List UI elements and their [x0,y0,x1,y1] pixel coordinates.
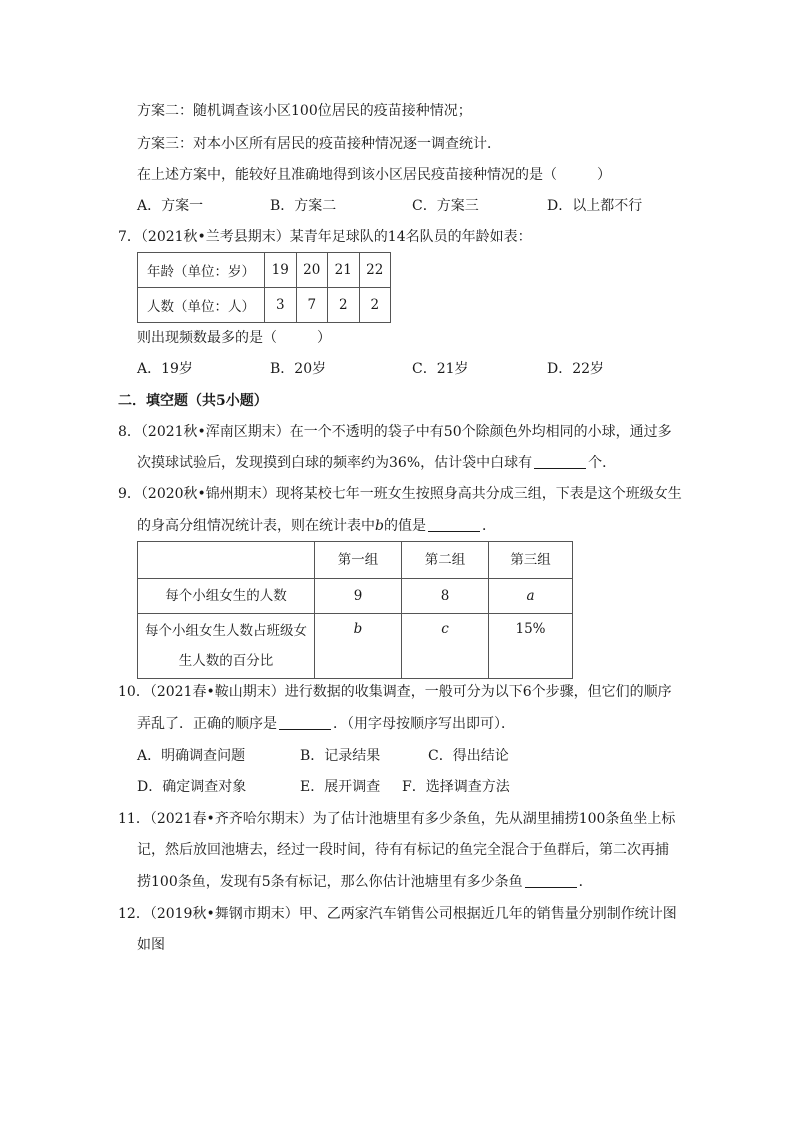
table-cell: 15% [489,614,573,679]
question-12-line-2: 如图 [137,937,165,953]
question-8-tail: 个． [588,455,617,471]
table-header-cell: 第三组 [489,542,573,579]
age-header-cell: 年龄（单位：岁） [138,253,265,288]
question-10-line-1: 10．（2021春•鞍山期末）进行数据的收集调查，一般可分为以下6个步骤，但它们的顺序 [118,684,672,700]
question-6-ask-close: ） [597,167,611,183]
table-row [138,579,573,614]
q10-option-c: C．得出结论 [428,748,509,764]
variable-b-cell: b [353,621,363,637]
q7-option-c: C．21岁 [412,361,469,377]
table-cell: 2 [359,288,391,323]
q6-option-b: B．方案二 [270,198,337,214]
question-11-tail: ． [578,874,593,890]
row-label-part-1: 每个小组女生人数占班级女 [145,623,307,639]
plan-three-text: 方案三：对本小区所有居民的疫苗接种情况逐一调查统计． [137,136,501,152]
table-cell [315,614,402,679]
plan-two-text: 方案二：随机调查该小区100位居民的疫苗接种情况； [137,103,472,119]
q10-option-e: E．展开调查 [300,779,381,795]
question-6-ask [137,165,611,185]
answer-blank [279,715,331,730]
table-row-label [138,614,315,679]
table-cell: 3 [265,288,297,323]
question-9-text: 的身高分组情况统计表，则在统计表中 [137,518,375,534]
question-11-line-3 [137,872,593,892]
q10-option-f: F．选择调查方法 [402,779,510,795]
q10-option-b: B．记录结果 [300,748,381,764]
question-7-ask-text: 则出现频数最多的是（ [137,330,277,346]
table-cell: 20 [296,253,328,288]
answer-blank [525,873,577,888]
table-cell [489,579,573,614]
table-cell: 22 [359,253,391,288]
question-11-line-2: 记，然后放回池塘去，经过一段时间，待有有标记的鱼完全混合于鱼群后，第二次再捕 [137,842,669,858]
question-7-ask [137,328,331,348]
variable-c: c [441,621,449,637]
q10-option-a: A．明确调查问题 [137,748,246,764]
table-cell: 19 [265,253,297,288]
table-cell: 9 [315,579,402,614]
section-heading-fill-in: 二．填空题（共5小题） [118,393,268,409]
height-group-table [137,541,573,679]
row-label-part-2: 生人数的百分比 [178,653,274,669]
table-cell: 8 [402,579,489,614]
question-11-line-1: 11．（2021春•齐齐哈尔期末）为了估计池塘里有多少条鱼，先从湖里捕捞100条鱼坐上标 [118,811,676,827]
question-10-text: 弄乱了．正确的顺序是 [137,716,277,732]
question-10-line-2 [137,714,515,734]
question-9-text-mid: 的值是 [383,518,426,534]
table-header-cell: 第一组 [315,542,402,579]
q7-option-b: B．20岁 [270,361,327,377]
question-12-line-1: 12．（2019秋•舞钢市期末）甲、乙两家汽车销售公司根据近几年的销售量分别制作统计图 [118,906,677,922]
age-table [137,252,391,323]
answer-blank [534,454,586,469]
question-9-line-1: 9．（2020秋•锦州期末）现将某校七年一班女生按照身高共分成三组，下表是这个班级女生 [118,486,682,502]
count-header-cell: 人数（单位：人） [138,288,265,323]
table-corner-cell [138,542,315,579]
question-9-line-2 [137,516,496,536]
question-8-line-1: 8．（2021秋•浑南区期末）在一个不透明的袋子中有50个除颜色外均相同的小球，通过多 [118,424,672,440]
table-row [138,253,391,288]
table-row [138,542,573,579]
table-row [138,288,391,323]
variable-b: b [375,518,384,534]
question-9-tail: ． [481,518,496,534]
table-header-cell: 第二组 [402,542,489,579]
table-cell: 2 [328,288,360,323]
table-row-label: 每个小组女生的人数 [138,579,315,614]
variable-a: a [526,588,535,604]
q7-option-d: D．22岁 [547,361,605,377]
question-8-text: 次摸球试验后，发现摸到白球的频率约为36%，估计袋中白球有 [137,455,533,471]
question-7-ask-close: ） [317,330,331,346]
question-10-tail: ．（用字母按顺序写出即可）． [333,716,515,732]
table-cell [402,614,489,679]
table-row [138,614,573,679]
question-7-stem: 7．（2021秋•兰考县期末）某青年足球队的14名队员的年龄如表： [118,229,532,245]
question-8-line-2 [137,453,616,473]
table-cell: 7 [296,288,328,323]
q7-option-a: A．19岁 [137,361,193,377]
q6-option-a: A．方案一 [137,198,204,214]
question-11-text: 捞100条鱼，发现有5条有标记，那么你估计池塘里有多少条鱼 [137,874,523,890]
q6-option-d: D．以上都不行 [547,198,643,214]
question-6-ask-text: 在上述方案中，能较好且准确地得到该小区居民疫苗接种情况的是（ [137,167,557,183]
q10-option-d: D．确定调查对象 [137,779,247,795]
answer-blank [428,517,480,532]
q6-option-c: C．方案三 [412,198,479,214]
table-cell: 21 [328,253,360,288]
